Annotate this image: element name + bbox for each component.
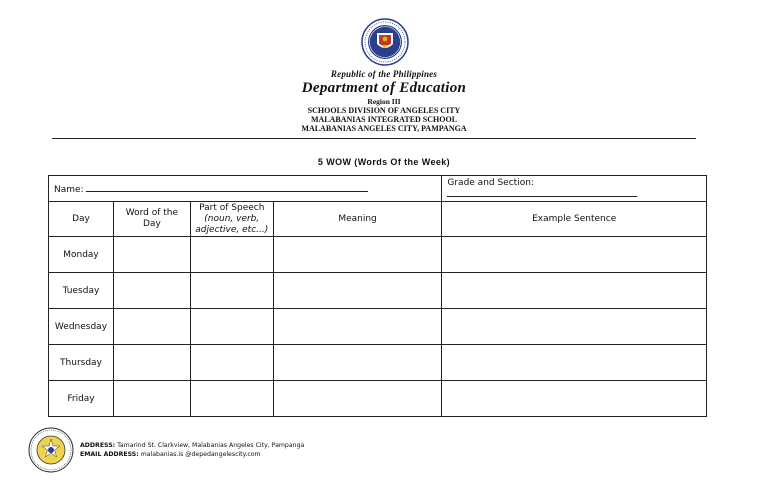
school-seal-logo (28, 427, 74, 473)
part-of-speech-cell[interactable] (190, 381, 273, 417)
name-field[interactable] (49, 176, 442, 202)
word-cell[interactable] (113, 273, 190, 309)
address-line (80, 441, 304, 450)
example-sentence-cell[interactable] (442, 381, 707, 417)
meaning-cell[interactable] (273, 309, 442, 345)
meaning-cell[interactable] (273, 273, 442, 309)
grade-section-blank-line[interactable] (447, 188, 637, 197)
word-cell[interactable] (113, 345, 190, 381)
day-label: Tuesday (49, 273, 114, 309)
word-column-header (113, 202, 190, 237)
table-row (49, 273, 707, 309)
department-heading: Department of Education (301, 80, 467, 96)
table-row (49, 381, 707, 417)
table-row (49, 237, 707, 273)
location-heading: MALABANIAS ANGELES CITY, PAMPANGA (301, 124, 467, 133)
worksheet-title: 5 WOW (Words Of the Week) (317, 157, 451, 167)
example-sentence-cell[interactable] (442, 273, 707, 309)
word-cell[interactable] (113, 237, 190, 273)
republic-heading: Republic of the Philippines (330, 69, 438, 79)
word-cell[interactable] (113, 381, 190, 417)
table-row (49, 345, 707, 381)
name-row (49, 176, 707, 202)
address-label: ADDRESS: (80, 442, 116, 449)
example-sentence-cell[interactable] (442, 237, 707, 273)
division-heading: SCHOOLS DIVISION OF ANGELES CITY (307, 106, 461, 115)
email-value[interactable]: malabanias.is @depedangelescity.com (140, 451, 261, 458)
grade-section-field[interactable] (442, 176, 707, 202)
part-of-speech-cell[interactable] (190, 273, 273, 309)
pos-header-line3: adjective, etc...) (195, 224, 269, 235)
column-header-row (49, 202, 707, 237)
pos-header-line1: Part of Speech (199, 202, 265, 213)
example-column-header: Example Sentence (442, 202, 707, 237)
words-of-the-week-table (48, 175, 707, 417)
header-divider (52, 138, 696, 139)
word-cell[interactable] (113, 309, 190, 345)
school-heading: MALABANIAS INTEGRATED SCHOOL (310, 115, 458, 124)
day-column-header: Day (49, 202, 114, 237)
part-of-speech-cell[interactable] (190, 345, 273, 381)
pos-header-line2: (noun, verb, (204, 213, 260, 224)
day-label: Monday (49, 237, 114, 273)
day-label: Thursday (49, 345, 114, 381)
meaning-cell[interactable] (273, 237, 442, 273)
name-label: Name: (54, 184, 84, 195)
meaning-cell[interactable] (273, 381, 442, 417)
day-label: Friday (49, 381, 114, 417)
email-line (80, 450, 304, 459)
email-label: EMAIL ADDRESS: (80, 451, 139, 458)
part-of-speech-cell[interactable] (190, 309, 273, 345)
grade-section-label: Grade and Section: (447, 177, 534, 188)
word-header-line2: Day (143, 219, 161, 229)
deped-seal-logo (361, 18, 409, 66)
table-row (49, 309, 707, 345)
meaning-cell[interactable] (273, 345, 442, 381)
word-header-line1: Word of the (125, 208, 179, 218)
region-heading: Region III (367, 97, 401, 106)
meaning-column-header: Meaning (273, 202, 442, 237)
footer-contact (80, 441, 304, 459)
address-value: Tamarind St. Clarkview, Malabanias Angeles City, Pampanga (117, 442, 305, 449)
example-sentence-cell[interactable] (442, 309, 707, 345)
part-of-speech-cell[interactable] (190, 237, 273, 273)
name-blank-line[interactable] (86, 183, 368, 192)
day-label: Wednesday (49, 309, 114, 345)
example-sentence-cell[interactable] (442, 345, 707, 381)
part-of-speech-column-header (190, 202, 273, 237)
